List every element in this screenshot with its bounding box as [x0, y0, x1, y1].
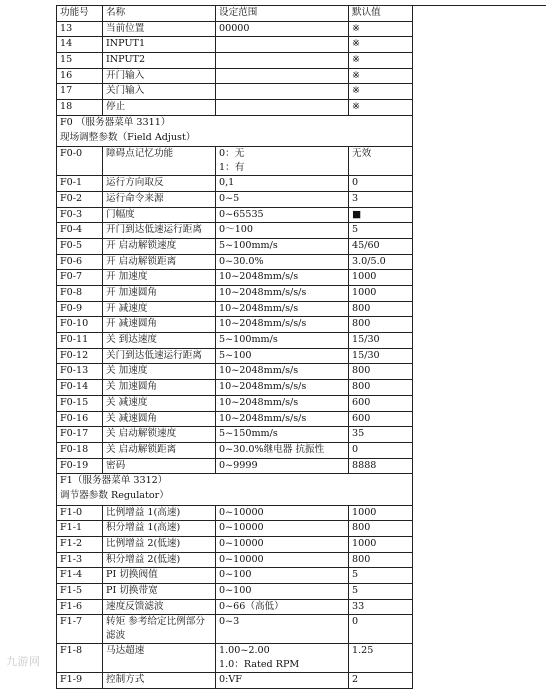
cell-name: 开 启动解锁速度 [103, 238, 216, 254]
cell-code: F0-18 [57, 442, 103, 458]
table-row [57, 364, 413, 380]
cell-range [216, 84, 349, 100]
table-row [57, 395, 413, 411]
cell-code: F0-0 [57, 147, 103, 176]
cell-default: ※ [349, 100, 413, 116]
cell-name: 障碍点记忆功能 [103, 147, 216, 176]
cell-name: 当前位置 [103, 21, 216, 37]
cell-default: 无效 [349, 147, 413, 176]
cell-code: 16 [57, 68, 103, 84]
cell-code: F0-5 [57, 238, 103, 254]
range-line: 0：无 [219, 148, 245, 160]
cell-range: 0~100 [216, 568, 349, 584]
cell-name: 积分增益 1(高速) [103, 521, 216, 537]
cell-range: 5~100 [216, 348, 349, 364]
table-row [57, 427, 413, 443]
table-row [57, 191, 413, 207]
cell-name: 运行命令来源 [103, 191, 216, 207]
cell-range: 5~100mm/s [216, 333, 349, 349]
cell-range: 0,1 [216, 176, 349, 192]
cell-code: F0-15 [57, 395, 103, 411]
cell-code: F0-19 [57, 458, 103, 474]
cell-range: 0~3 [216, 615, 349, 644]
cell-default: ※ [349, 68, 413, 84]
cell-range: 00000 [216, 21, 349, 37]
cell-code: 18 [57, 100, 103, 116]
cell-range [216, 53, 349, 69]
cell-code: F0-16 [57, 411, 103, 427]
cell-name: 开 加速度 [103, 270, 216, 286]
cell-default: 0 [349, 442, 413, 458]
section-subtitle: 调节器参数 Regulator） [57, 489, 413, 505]
cell-range: 10~2048mm/s/s [216, 301, 349, 317]
cell-name: 开 启动解锁距离 [103, 254, 216, 270]
cell-range: 5~150mm/s [216, 427, 349, 443]
table-row [57, 53, 413, 69]
cell-default: 3 [349, 191, 413, 207]
cell-default: 600 [349, 411, 413, 427]
cell-code: F0-10 [57, 317, 103, 333]
cell-name: 开 加速圆角 [103, 286, 216, 302]
cell-default: 33 [349, 599, 413, 615]
cell-code: F0-17 [57, 427, 103, 443]
table-row [57, 442, 413, 458]
cell-default: ※ [349, 84, 413, 100]
cell-code: F0-14 [57, 380, 103, 396]
cell-code: F1-5 [57, 584, 103, 600]
cell-range [216, 147, 349, 176]
cell-default: 800 [349, 364, 413, 380]
section-title: F0 （服务器菜单 3311） [57, 115, 413, 131]
cell-code: F1-2 [57, 537, 103, 553]
table-row [57, 223, 413, 239]
watermark: 九游网 [6, 655, 41, 668]
table-row [57, 21, 413, 37]
cell-code: F0-9 [57, 301, 103, 317]
cell-name: 关 加速圆角 [103, 380, 216, 396]
cell-code: F0-11 [57, 333, 103, 349]
cell-name: 转矩 参考给定比例部分滤波 [103, 615, 216, 644]
cell-name: 开 减速度 [103, 301, 216, 317]
cell-default: 2 [349, 673, 413, 689]
cell-range: 0~66（高低） [216, 599, 349, 615]
cell-default: ※ [349, 37, 413, 53]
cell-default: ※ [349, 21, 413, 37]
cell-code: F0-12 [57, 348, 103, 364]
cell-name: 运行方向取反 [103, 176, 216, 192]
cell-range: 0~10000 [216, 552, 349, 568]
cell-code: F1-7 [57, 615, 103, 644]
cell-name: 开 减速圆角 [103, 317, 216, 333]
cell-range: 10~2048mm/s/s [216, 364, 349, 380]
cell-default: 0 [349, 615, 413, 644]
table-row [57, 380, 413, 396]
cell-range [216, 100, 349, 116]
cell-default: 1000 [349, 505, 413, 521]
parameter-table [56, 5, 413, 689]
cell-default: 800 [349, 317, 413, 333]
cell-default: 1.25 [349, 644, 413, 673]
cell-range: 0~5 [216, 191, 349, 207]
cell-default: 1000 [349, 270, 413, 286]
cell-range: 0:VF [216, 673, 349, 689]
table-row [57, 84, 413, 100]
table-row [57, 644, 413, 673]
cell-name: 积分增益 2(低速) [103, 552, 216, 568]
cell-range: 0~10000 [216, 505, 349, 521]
cell-name: 关 减速圆角 [103, 411, 216, 427]
cell-default: 1000 [349, 537, 413, 553]
cell-name: 门幅度 [103, 207, 216, 223]
cell-default: 0 [349, 176, 413, 192]
table-row [57, 584, 413, 600]
cell-range [216, 37, 349, 53]
table-row [57, 301, 413, 317]
cell-name: 开门到达低速运行距离 [103, 223, 216, 239]
section-row [57, 115, 413, 131]
cell-name: 控制方式 [103, 673, 216, 689]
table-row [57, 176, 413, 192]
cell-code: 15 [57, 53, 103, 69]
table-row [57, 333, 413, 349]
header-default: 默认值 [349, 6, 413, 22]
table-row [57, 254, 413, 270]
cell-range: 10~2048mm/s/s [216, 270, 349, 286]
cell-name: 速度反馈滤波 [103, 599, 216, 615]
cell-default: 8888 [349, 458, 413, 474]
cell-range: 0~9999 [216, 458, 349, 474]
cell-range: 10~2048mm/s/s/s [216, 317, 349, 333]
cell-range: 0～100 [216, 223, 349, 239]
cell-name: 关 加速度 [103, 364, 216, 380]
header-name: 名称 [103, 6, 216, 22]
cell-code: F0-1 [57, 176, 103, 192]
cell-range: 5~100mm/s [216, 238, 349, 254]
cell-name: 开门输入 [103, 68, 216, 84]
table-row [57, 147, 413, 176]
cell-name: 关门输入 [103, 84, 216, 100]
cell-default: 3.0/5.0 [349, 254, 413, 270]
cell-name: 关 启动解锁速度 [103, 427, 216, 443]
table-row [57, 599, 413, 615]
cell-name: PI 切换带宽 [103, 584, 216, 600]
cell-default: 5 [349, 223, 413, 239]
cell-code: F0-3 [57, 207, 103, 223]
cell-name: 关 到达速度 [103, 333, 216, 349]
cell-code: 17 [57, 84, 103, 100]
cell-default: 45/60 [349, 238, 413, 254]
cell-range: 10~2048mm/s/s/s [216, 380, 349, 396]
cell-name: 比例增益 2(低速) [103, 537, 216, 553]
table-row [57, 100, 413, 116]
table-row [57, 521, 413, 537]
cell-code: F0-7 [57, 270, 103, 286]
cell-code: 13 [57, 21, 103, 37]
cell-range: 0~10000 [216, 537, 349, 553]
cell-name: 关门到达低速运行距离 [103, 348, 216, 364]
cell-name: 停止 [103, 100, 216, 116]
cell-name: 马达超速 [103, 644, 216, 673]
cell-default: ■ [349, 207, 413, 223]
cell-default: 5 [349, 584, 413, 600]
table-header-row [57, 6, 413, 22]
section-row [57, 474, 413, 490]
cell-code: F0-2 [57, 191, 103, 207]
range-line: 1.00~2.00 [219, 645, 270, 657]
table-row [57, 458, 413, 474]
cell-name: INPUT1 [103, 37, 216, 53]
cell-name: INPUT2 [103, 53, 216, 69]
section-row [57, 131, 413, 147]
table-row [57, 537, 413, 553]
cell-name: 关 启动解锁距离 [103, 442, 216, 458]
cell-default: 800 [349, 301, 413, 317]
cell-name: PI 切换阀值 [103, 568, 216, 584]
cell-name: 比例增益 1(高速) [103, 505, 216, 521]
cell-code: F0-8 [57, 286, 103, 302]
cell-default: 1000 [349, 286, 413, 302]
table-row [57, 348, 413, 364]
table-row [57, 270, 413, 286]
table-row [57, 673, 413, 689]
header-range: 设定范围 [216, 6, 349, 22]
header-code: 功能号 [57, 6, 103, 22]
section-row [57, 489, 413, 505]
cell-code: F1-8 [57, 644, 103, 673]
table-row [57, 37, 413, 53]
cell-range: 10~2048mm/s/s/s [216, 286, 349, 302]
table-row [57, 238, 413, 254]
cell-name: 密码 [103, 458, 216, 474]
section-subtitle: 现场调整参数（Field Adjust） [57, 131, 413, 147]
cell-code: F0-4 [57, 223, 103, 239]
table-row [57, 317, 413, 333]
table-row [57, 505, 413, 521]
cell-code: F1-0 [57, 505, 103, 521]
table-row [57, 411, 413, 427]
cell-default: 15/30 [349, 333, 413, 349]
cell-default: 15/30 [349, 348, 413, 364]
cell-range: 0~65535 [216, 207, 349, 223]
cell-range: 10~2048mm/s/s/s [216, 411, 349, 427]
cell-code: F1-4 [57, 568, 103, 584]
cell-range [216, 68, 349, 84]
table-row [57, 207, 413, 223]
cell-default: 5 [349, 568, 413, 584]
table-row [57, 615, 413, 644]
cell-default: 600 [349, 395, 413, 411]
table-row [57, 552, 413, 568]
cell-code: F1-6 [57, 599, 103, 615]
cell-code: F0-13 [57, 364, 103, 380]
cell-code: F1-3 [57, 552, 103, 568]
cell-default: 800 [349, 380, 413, 396]
table-row [57, 568, 413, 584]
section-title: F1（服务器菜单 3312） [57, 474, 413, 490]
range-line: 1：有 [219, 161, 245, 173]
top-rule [412, 5, 546, 6]
cell-name: 关 减速度 [103, 395, 216, 411]
cell-range: 0~10000 [216, 521, 349, 537]
cell-code: 14 [57, 37, 103, 53]
cell-range: 0~30.0% [216, 254, 349, 270]
cell-code: F0-6 [57, 254, 103, 270]
cell-range: 0~100 [216, 584, 349, 600]
cell-range [216, 644, 349, 673]
range-line: 1.0：Rated RPM [219, 658, 300, 670]
cell-code: F1-1 [57, 521, 103, 537]
cell-default: 800 [349, 521, 413, 537]
table-row [57, 286, 413, 302]
cell-default: ※ [349, 53, 413, 69]
cell-range: 0~30.0%继电器 抗振性 [216, 442, 349, 458]
cell-default: 800 [349, 552, 413, 568]
cell-range: 10~2048mm/s/s [216, 395, 349, 411]
cell-default: 35 [349, 427, 413, 443]
cell-code: F1-9 [57, 673, 103, 689]
table-row [57, 68, 413, 84]
